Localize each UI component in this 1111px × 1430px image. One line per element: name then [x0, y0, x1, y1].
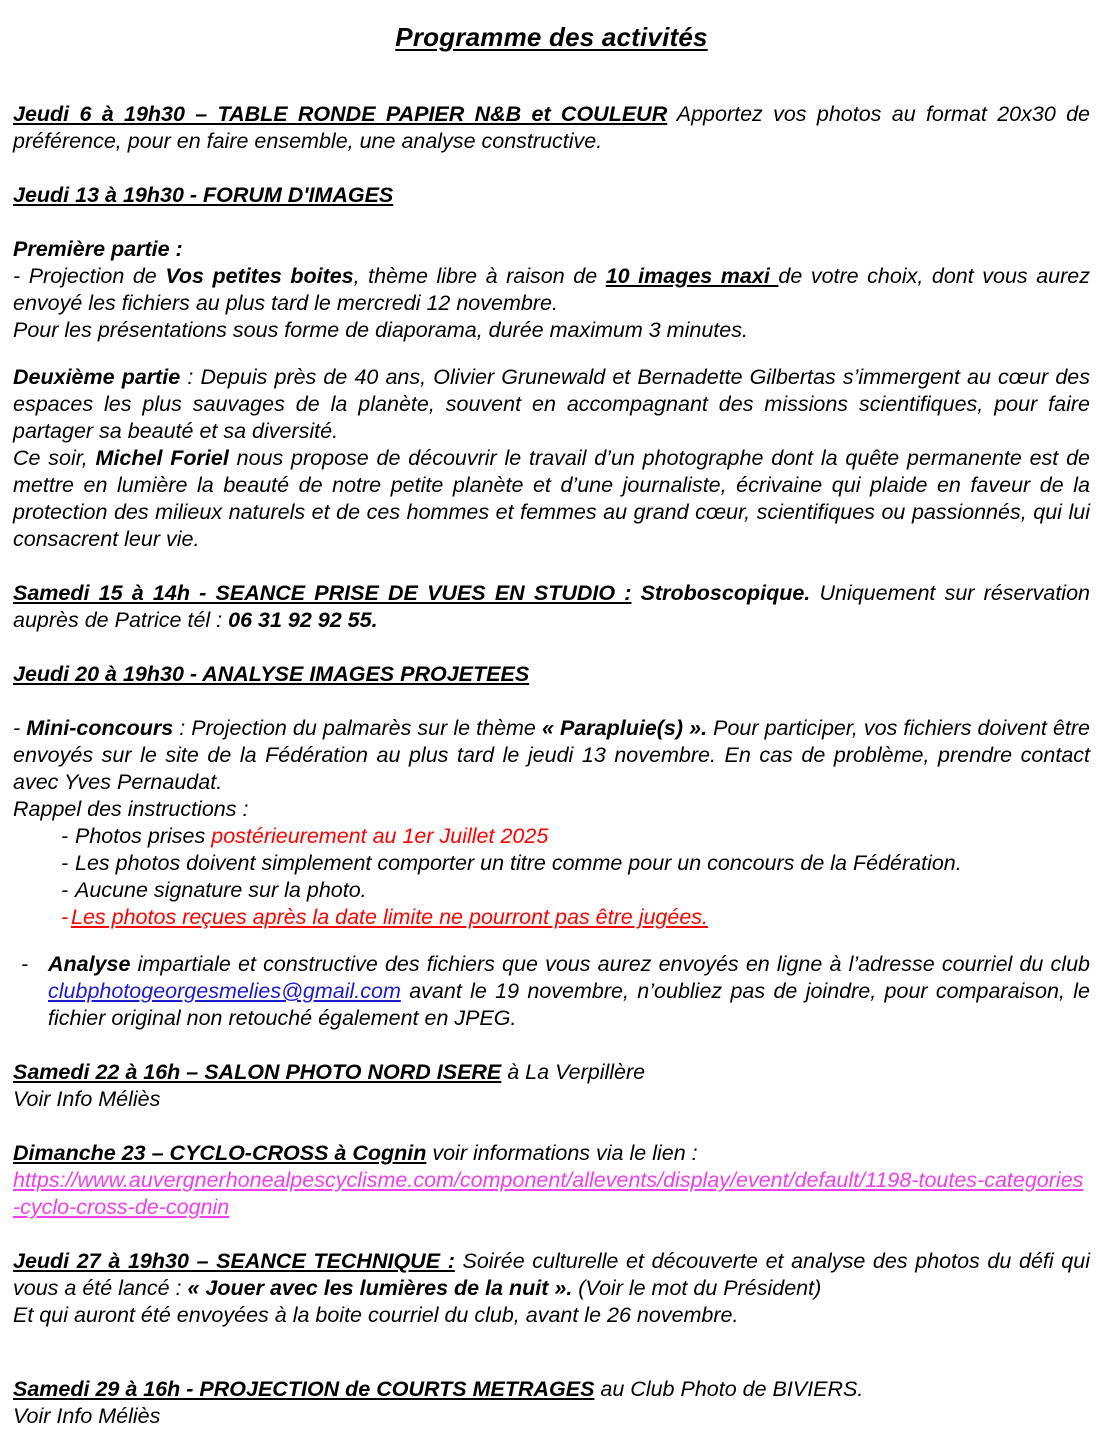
section-samedi-22: [13, 1059, 1090, 1086]
section-header-jeudi-6: Jeudi 6 à 19h30 – TABLE RONDE PAPIER N&B et COULEUR: [13, 102, 668, 126]
analyse-body-second: avant le 19 novembre, n’oubliez pas de joindre, pour comparaison, le fichier original non retouché également en JPEG.: [48, 979, 1090, 1030]
section-header-jeudi-20: Jeudi 20 à 19h30 - ANALYSE IMAGES PROJETEES: [13, 662, 530, 686]
projection-prefix: - Projection de: [13, 264, 166, 288]
list-item: [13, 904, 1090, 931]
section-header-samedi-29: Samedi 29 à 16h - PROJECTION de COURTS METRAGES: [13, 1377, 595, 1401]
ce-soir-prefix: Ce soir,: [13, 446, 96, 470]
instruction-text-black: Les photos doivent simplement comporter un titre comme pour un concours de la Fédération.: [75, 851, 962, 875]
section-samedi-29: [13, 1376, 1090, 1403]
section-jeudi-6: [13, 101, 1090, 155]
jeudi-27-theme: « Jouer avec les lumières de la nuit ».: [187, 1276, 573, 1300]
deuxieme-partie-body: : Depuis près de 40 ans, Olivier Grunewald et Bernadette Gilbertas s’immergent au cœur des espaces les plus sauvages de la planète, souvent en accompagnant des missions scientifiques, pour faire partager sa beauté et sa diversité.: [13, 365, 1090, 443]
speaker-name: Michel Foriel: [95, 446, 229, 470]
mini-concours-mid: : Projection du palmarès sur le thème: [173, 716, 542, 740]
projection-paragraph: [13, 263, 1090, 317]
mini-concours-paragraph: [13, 715, 1090, 796]
club-email-link[interactable]: clubphotogeorgesmelies@gmail.com: [48, 979, 401, 1003]
ce-soir-paragraph: [13, 445, 1090, 553]
jeudi-27-body-first: Soirée culturelle et découverte et analyse des photos du défi qui vous a été lancé :: [13, 1249, 1090, 1300]
section-body-dimanche-23: voir informations via le lien :: [426, 1141, 698, 1165]
list-bullet-dash: -: [61, 878, 69, 902]
mini-concours-label: Mini-concours: [26, 716, 174, 740]
list-item: [13, 823, 1090, 850]
section-body-samedi-22: à La Verpillère: [501, 1060, 646, 1084]
section-header-samedi-22: Samedi 22 à 16h – SALON PHOTO NORD ISERE: [13, 1060, 502, 1084]
section-jeudi-27: [13, 1248, 1090, 1302]
section-header-jeudi-20-wrap: [13, 661, 1090, 688]
mini-concours-dash: -: [13, 716, 27, 740]
document-body: [13, 22, 1090, 1430]
list-bullet-dash: -: [61, 851, 69, 875]
list-bullet-dash: -: [61, 905, 69, 929]
samedi-15-bold-word: Stroboscopique.: [631, 581, 811, 605]
analyse-body-first: impartiale et constructive des fichiers que vous aurez envoyés en ligne à l’adresse courriel du club: [130, 952, 1090, 976]
samedi-15-body: Uniquement sur réservation auprès de Patrice tél :: [13, 581, 1090, 632]
projection-images-maxi: 10 images maxi: [605, 264, 779, 288]
diaporama-line: Pour les présentations sous forme de diaporama, durée maximum 3 minutes.: [13, 318, 748, 342]
section-header-jeudi-13-wrap: [13, 182, 1090, 209]
cyclo-cross-url-link[interactable]: https://www.auvergnerhonealpescyclisme.com/component/allevents/display/event/default/1198-toutes-categories-cyclo-cross-de-cognin: [13, 1168, 1084, 1219]
section-samedi-15: [13, 580, 1090, 634]
page-title: Programme des activités: [395, 22, 708, 52]
list-item: [13, 877, 1090, 904]
section-dimanche-23: [13, 1140, 1090, 1167]
instruction-text-red: postérieurement au 1er Juillet 2025: [211, 824, 549, 848]
mini-concours-theme: « Parapluie(s) ».: [541, 716, 708, 740]
deuxieme-partie-paragraph: [13, 364, 1090, 445]
ce-soir-tail: nous propose de découvrir le travail d’un photographe dont la quête permanente est de mettre en lumière la beauté de notre petite planète et d’une journaliste, écrivaine qui plaide en faveur de la protection des milieux naturels et de ces hommes et femmes au grand cœur, scientifiques ou passionnés, qui lui consacrent leur vie.: [13, 446, 1090, 551]
projection-mid: , thème libre à raison de: [353, 264, 606, 288]
premiere-partie-label-wrap: [13, 236, 1090, 263]
section-header-dimanche-23: Dimanche 23 – CYCLO-CROSS à Cognin: [13, 1141, 427, 1165]
projection-tail: de votre choix, dont vous aurez envoyé les fichiers au plus tard le mercredi 12 novembre.: [13, 264, 1090, 315]
section-header-samedi-15: Samedi 15 à 14h - SEANCE PRISE DE VUES EN STUDIO :: [13, 581, 632, 605]
samedi-29-note: Voir Info Méliès: [13, 1404, 161, 1428]
section-header-jeudi-27: Jeudi 27 à 19h30 – SEANCE TECHNIQUE :: [13, 1249, 455, 1273]
jeudi-27-body-second: (Voir le mot du Président): [572, 1276, 822, 1300]
dimanche-23-url-wrap: [13, 1167, 1090, 1221]
analyse-label: Analyse: [48, 952, 131, 976]
section-body-samedi-29: au Club Photo de BIVIERS.: [594, 1377, 864, 1401]
samedi-15-phone: 06 31 92 92 55.: [228, 608, 378, 632]
document-page: [0, 22, 1111, 1428]
instructions-list: [13, 823, 1090, 931]
premiere-partie-label: Première partie :: [13, 237, 183, 261]
rappel-instructions-label: Rappel des instructions :: [13, 797, 249, 821]
mini-concours-tail: Pour participer, vos fichiers doivent être envoyés sur le site de la Fédération au plus tard le jeudi 13 novembre. En cas de problème, prendre contact avec Yves Pernaudat.: [13, 716, 1091, 794]
projection-bold-theme: Vos petites boites: [165, 264, 354, 288]
analyse-bullet-dash: -: [21, 952, 29, 976]
section-body-jeudi-6: Apportez vos photos au format 20x30 de préférence, pour en faire ensemble, une analyse constructive.: [13, 102, 1090, 153]
samedi-22-note: Voir Info Méliès: [13, 1087, 161, 1111]
analyse-paragraph: [13, 951, 1090, 1032]
list-item: [13, 850, 1090, 877]
list-bullet-dash: -: [61, 824, 69, 848]
section-header-jeudi-13: Jeudi 13 à 19h30 - FORUM D'IMAGES: [13, 183, 394, 207]
jeudi-27-body-third: Et qui auront été envoyées à la boite courriel du club, avant le 26 novembre.: [13, 1303, 739, 1327]
instruction-text-red-underlined: Les photos reçues après la date limite ne pourront pas être jugées.: [71, 905, 709, 929]
instruction-text-black: Aucune signature sur la photo.: [75, 878, 367, 902]
deuxieme-partie-label: Deuxième partie: [13, 365, 181, 389]
instruction-text-black: Photos prises: [75, 824, 212, 848]
